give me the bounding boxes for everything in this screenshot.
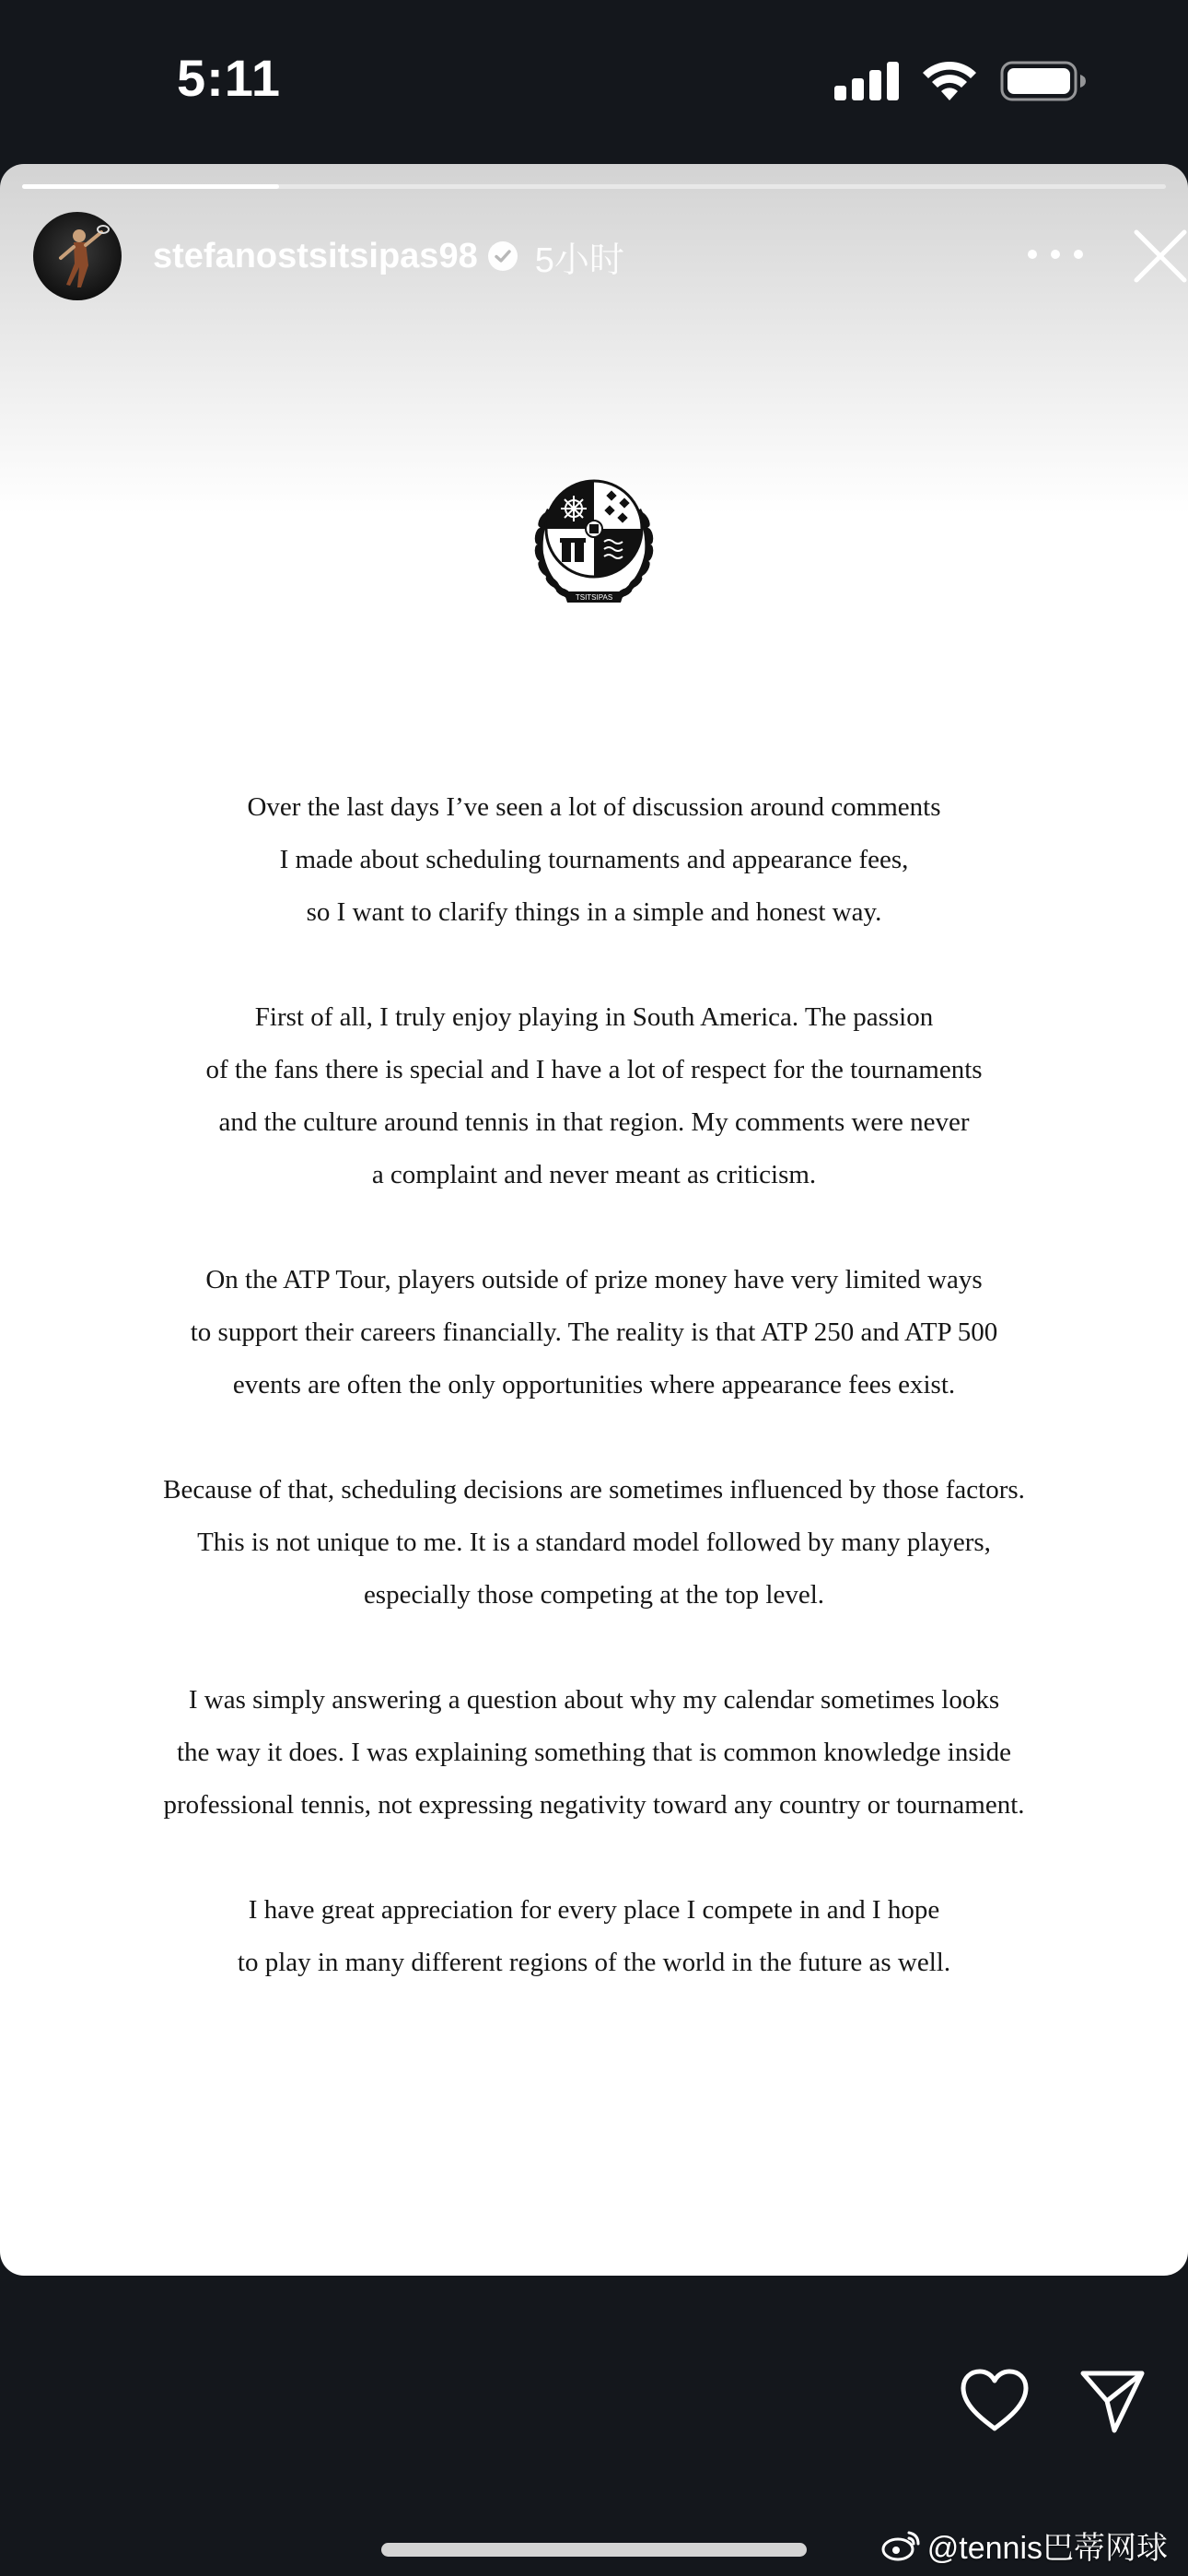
story-footer: [0, 2276, 1188, 2576]
statement-paragraph: I have great appreciation for every place I compete in and I hope to play in many different regions of the world in the future as well.: [237, 1895, 951, 1977]
status-icons: [834, 61, 1087, 101]
status-bar: [0, 0, 1188, 162]
status-time: 5:11: [177, 49, 281, 107]
wifi-icon: [923, 62, 976, 100]
battery-icon: [1000, 61, 1087, 101]
statement-paragraph: Over the last days I’ve seen a lot of discussion around comments I made about scheduling tournaments and appearance fees, so I want to clarify things in a simple and honest way.: [247, 792, 941, 927]
story-progress-track: [22, 184, 1166, 189]
statement-paragraph: On the ATP Tour, players outside of prize money have very limited ways to support their careers financially. The reality is that ATP 250 and ATP 500 events are often the only opportunities where appearance fees exist.: [190, 1265, 998, 1399]
svg-text:TSITSIPAS: TSITSIPAS: [575, 593, 613, 602]
more-options-button[interactable]: [1028, 236, 1083, 273]
story-header: [33, 210, 1166, 302]
watermark-text: @tennis巴蒂网球: [926, 2531, 1168, 2566]
send-icon[interactable]: [1077, 2366, 1147, 2436]
more-dot-icon: [1051, 250, 1060, 259]
verified-badge-icon: [487, 240, 518, 272]
username[interactable]: stefanostsitsipas98: [153, 236, 478, 275]
weibo-icon: [881, 2529, 922, 2562]
story-time: 5小时: [534, 240, 624, 280]
story-progress-fill: [22, 184, 279, 189]
more-dot-icon: [1074, 250, 1083, 259]
statement-paragraph: Because of that, scheduling decisions are sometimes influenced by those factors. This is not unique to me. It is a standard model followed by many players, especially those competing at the top level.: [163, 1475, 1025, 1610]
avatar[interactable]: [33, 212, 122, 300]
heart-icon[interactable]: [958, 2368, 1031, 2432]
tsitsipas-crest-logo: [507, 457, 681, 614]
avatar-image: [33, 212, 122, 300]
story-card[interactable]: [0, 164, 1188, 2276]
statement-paragraph: I was simply answering a question about why my calendar sometimes looks the way it does. I was explaining something that is common knowledge inside professional tennis, not expressing negativity toward any country or tournament.: [163, 1685, 1025, 1820]
statement-paragraph: First of all, I truly enjoy playing in South America. The passion of the fans there is special and I have a lot of respect for the tournaments and the culture around tennis in that region. My comments were never a complaint and never meant as criticism.: [205, 1002, 983, 1189]
more-dot-icon: [1028, 250, 1037, 259]
home-indicator[interactable]: [381, 2543, 807, 2557]
close-icon[interactable]: [1131, 227, 1188, 286]
statement-text: [92, 781, 1096, 2042]
weibo-watermark: [881, 2523, 1168, 2568]
cellular-signal-icon: [834, 62, 899, 100]
